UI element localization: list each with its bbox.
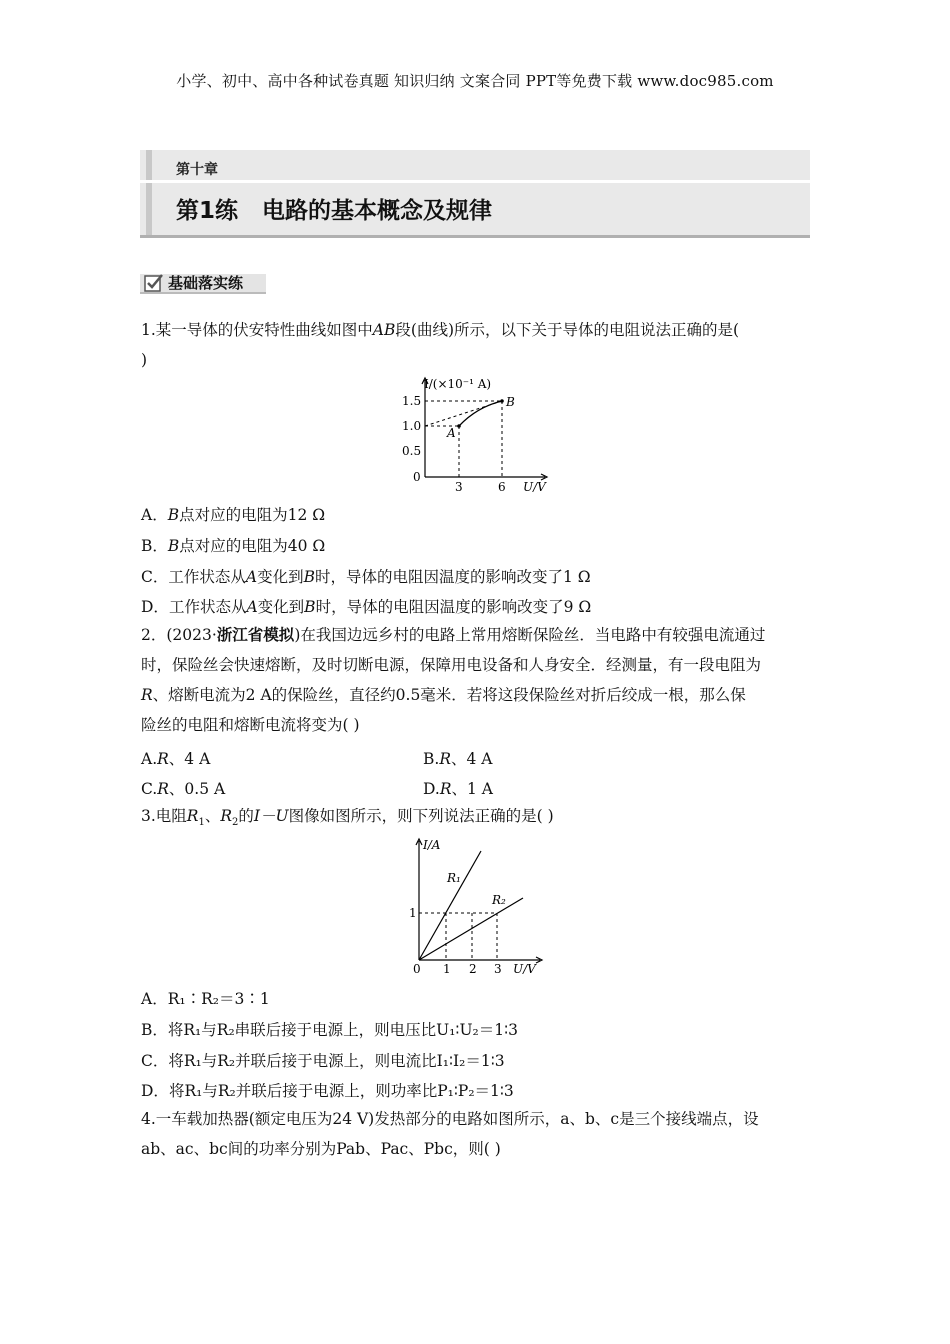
page-header: 小学、初中、高中各种试卷真题 知识归纳 文案合同 PPT等免费下载 www.doc985.com xyxy=(176,72,774,90)
q3-xtick: 2 xyxy=(469,962,477,975)
q3-xtick: 1 xyxy=(443,962,451,975)
q2-stem: 2．(2023·浙江省模拟)在我国边远乡村的电路上常用熔断保险丝．当电路中有较强电流通过 时，保险丝会快速熔断，及时切断电源，保障用电设备和人身安全．经测量，有一段电阻为 R、熔断电流为2 A的保险丝，直径约0.5毫米．若将这段保险丝对折后绞成一根，那么保 险丝的电阻和熔断电流将变为( ) xyxy=(141,625,766,734)
q3-stem: 3.电阻$R_1$、$R_2$的I－U图像如图所示，则下列说法正确的是( ) xyxy=(141,807,554,829)
q3-ytick: 1 xyxy=(409,906,417,920)
q3-r1-label: R₁ xyxy=(447,871,461,885)
q1-option-a[interactable]: A．B点对应的电阻为12 Ω xyxy=(141,506,326,524)
q2-option-a[interactable]: A.R、4 A xyxy=(141,750,211,768)
q3-option-d[interactable]: D．将R₁与R₂并联后接于电源上，则功率比P₁∶P₂＝1∶3 xyxy=(141,1082,514,1100)
q2-option-d[interactable]: D.R、1 A xyxy=(423,780,493,798)
q1-xtick: 6 xyxy=(498,480,506,494)
q3-option-c[interactable]: C．将R₁与R₂并联后接于电源上，则电流比I₁∶I₂＝1∶3 xyxy=(141,1052,505,1070)
check-icon xyxy=(144,272,164,292)
section-label: 基础落实练 xyxy=(168,274,244,292)
q1-iv-graph xyxy=(395,375,560,495)
q2-option-b[interactable]: B.R、4 A xyxy=(423,750,493,768)
q1-ylabel: I/(×10⁻¹ A) xyxy=(424,377,492,391)
q3-xtick: 3 xyxy=(494,962,502,975)
q3-origin: 0 xyxy=(413,962,421,975)
q2-option-c[interactable]: C.R、0.5 A xyxy=(141,780,226,798)
q3-ylabel: I/A xyxy=(423,838,441,852)
lesson-number: 第1练 xyxy=(176,198,239,224)
q3-option-b[interactable]: B．将R₁与R₂串联后接于电源上，则电压比U₁∶U₂＝1∶3 xyxy=(141,1021,519,1039)
q1-ytick: 1.5 xyxy=(402,394,422,408)
q1-option-c[interactable]: C．工作状态从A变化到B时，导体的电阻因温度的影响改变了1 Ω xyxy=(141,568,591,586)
q3-iu-graph xyxy=(395,835,550,975)
q3-xlabel: U/V xyxy=(513,962,536,975)
q1-point-a: A xyxy=(447,426,456,440)
q1-option-d[interactable]: D．工作状态从A变化到B时，导体的电阻因温度的影响改变了9 Ω xyxy=(141,598,592,616)
q1-xtick: 3 xyxy=(455,480,463,494)
chapter-label: 第十章 xyxy=(176,162,218,178)
q3-option-a[interactable]: A．R₁∶R₂＝3∶1 xyxy=(141,990,270,1008)
lesson-title xyxy=(176,192,492,225)
q1-option-b[interactable]: B．B点对应的电阻为40 Ω xyxy=(141,537,326,555)
q1-ytick: 0.5 xyxy=(402,444,422,458)
q4-stem: 4.一车载加热器(额定电压为24 V)发热部分的电路如图所示，a、b、c是三个接线端点，设 ab、ac、bc间的功率分别为Pab、Pac、Pbc，则( ) xyxy=(141,1110,759,1158)
q1-ytick: 1.0 xyxy=(402,419,422,433)
lesson-name: 电路的基本概念及规律 xyxy=(262,198,493,224)
q1-point-b: B xyxy=(506,395,515,409)
q3-r2-label: R₂ xyxy=(492,893,506,907)
q1-xlabel: U/V xyxy=(523,480,546,494)
section-header xyxy=(140,270,266,296)
q1-stem: 1.某一导体的伏安特性曲线如图中AB段(曲线)所示，以下关于导体的电阻说法正确的是( ) xyxy=(141,321,740,369)
q1-origin: 0 xyxy=(413,470,421,484)
